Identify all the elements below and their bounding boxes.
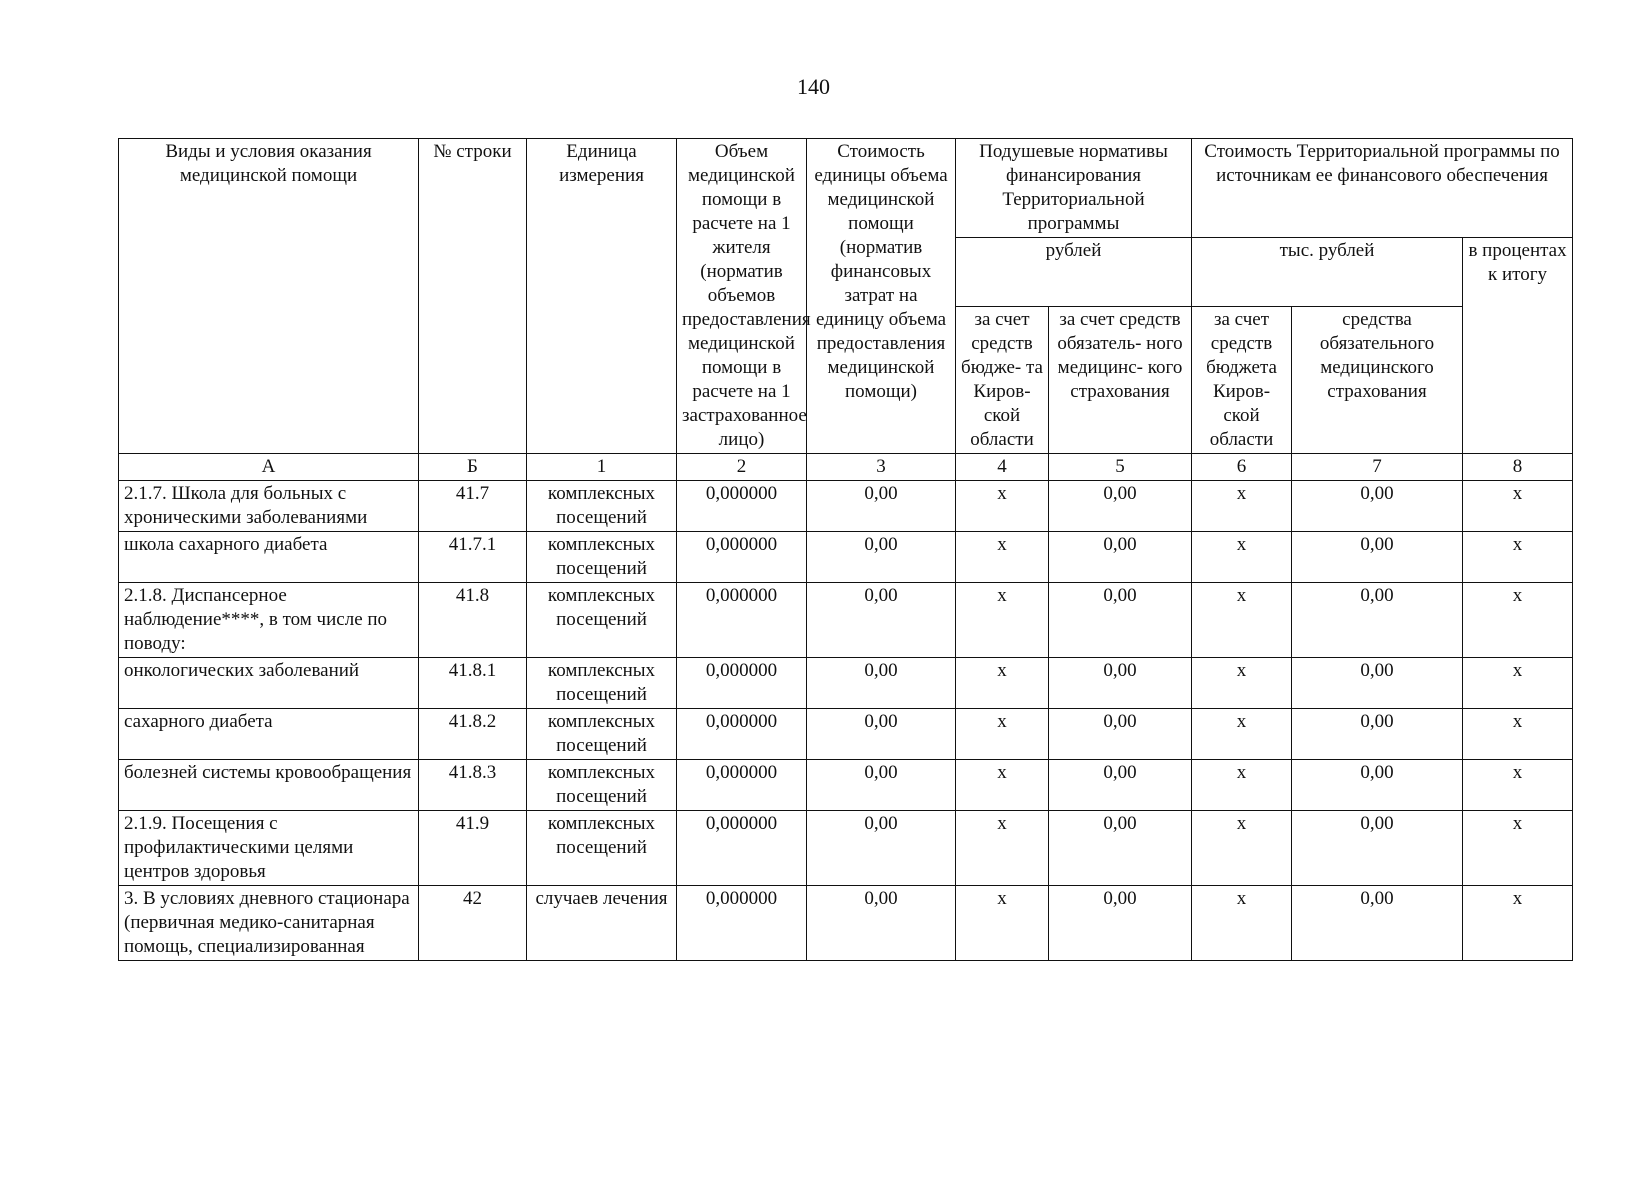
row-oms-rub: 0,00: [1049, 709, 1192, 760]
table-row: [119, 709, 1573, 760]
row-number: 41.8: [419, 583, 527, 658]
row-unit: комплексных посещений: [527, 481, 677, 532]
page-number: 140: [797, 74, 830, 99]
row-number: 41.7: [419, 481, 527, 532]
column-index: А: [119, 454, 419, 481]
column-index-row: [119, 454, 1573, 481]
financing-table: [118, 138, 1573, 961]
row-name: школа сахарного диабета: [119, 532, 419, 583]
col-header-percent: в процентах к итогу: [1463, 238, 1573, 454]
row-budget-thous: х: [1192, 532, 1292, 583]
row-oms-thous: 0,00: [1292, 583, 1463, 658]
row-oms-rub: 0,00: [1049, 658, 1192, 709]
row-name: 3. В условиях дневного стационара (первичная медико-санитарная помощь, специализированная: [119, 886, 419, 961]
row-number: 42: [419, 886, 527, 961]
row-volume: 0,000000: [677, 760, 807, 811]
row-oms-rub: 0,00: [1049, 811, 1192, 886]
row-oms-rub: 0,00: [1049, 532, 1192, 583]
row-oms-thous: 0,00: [1292, 709, 1463, 760]
column-index: 6: [1192, 454, 1292, 481]
row-cost: 0,00: [807, 532, 956, 583]
row-number: 41.8.1: [419, 658, 527, 709]
row-budget-rub: х: [956, 811, 1049, 886]
col-header-oms-5: за счет средств обязатель- ного медицинс- кого страхования: [1049, 307, 1192, 454]
row-cost: 0,00: [807, 886, 956, 961]
row-cost: 0,00: [807, 709, 956, 760]
row-volume: 0,000000: [677, 811, 807, 886]
row-name: 2.1.9. Посещения с профилактическими целями центров здоровья: [119, 811, 419, 886]
row-budget-thous: х: [1192, 658, 1292, 709]
row-volume: 0,000000: [677, 709, 807, 760]
row-number: 41.8.2: [419, 709, 527, 760]
row-percent: х: [1463, 811, 1573, 886]
row-budget-rub: х: [956, 658, 1049, 709]
row-volume: 0,000000: [677, 532, 807, 583]
row-volume: 0,000000: [677, 583, 807, 658]
table-row: [119, 481, 1573, 532]
row-budget-rub: х: [956, 709, 1049, 760]
table-row: [119, 658, 1573, 709]
column-index: 1: [527, 454, 677, 481]
row-percent: х: [1463, 886, 1573, 961]
row-budget-thous: х: [1192, 583, 1292, 658]
table-row: [119, 886, 1573, 961]
row-number: 41.8.3: [419, 760, 527, 811]
row-oms-rub: 0,00: [1049, 886, 1192, 961]
row-budget-thous: х: [1192, 709, 1292, 760]
row-budget-rub: х: [956, 583, 1049, 658]
row-cost: 0,00: [807, 583, 956, 658]
column-index: 8: [1463, 454, 1573, 481]
row-name: 2.1.8. Диспансерное наблюдение****, в том числе по поводу:: [119, 583, 419, 658]
col-header-rub: рублей: [956, 238, 1192, 307]
table-row: [119, 532, 1573, 583]
row-number: 41.9: [419, 811, 527, 886]
column-index: 4: [956, 454, 1049, 481]
row-name: сахарного диабета: [119, 709, 419, 760]
table-header: [119, 139, 1573, 481]
col-header-thous-rub: тыс. рублей: [1192, 238, 1463, 307]
row-oms-thous: 0,00: [1292, 886, 1463, 961]
row-name: онкологических заболеваний: [119, 658, 419, 709]
row-unit: комплексных посещений: [527, 532, 677, 583]
col-header-per-capita: Подушевые нормативы финансирования Территориальной программы: [956, 139, 1192, 238]
row-percent: х: [1463, 709, 1573, 760]
col-header-cost: Стоимость единицы объема медицинской помощи (норматив финансовых затрат на единицу объема предоставления медицинской помощи): [807, 139, 956, 454]
row-oms-rub: 0,00: [1049, 583, 1192, 658]
row-cost: 0,00: [807, 811, 956, 886]
col-header-budget-4: за счет средств бюдже- та Киров- ской области: [956, 307, 1049, 454]
row-percent: х: [1463, 532, 1573, 583]
row-oms-thous: 0,00: [1292, 760, 1463, 811]
row-oms-thous: 0,00: [1292, 481, 1463, 532]
col-header-unit: Единица измерения: [527, 139, 677, 454]
row-budget-thous: х: [1192, 811, 1292, 886]
row-volume: 0,000000: [677, 658, 807, 709]
col-header-kind: Виды и условия оказания медицинской помощи: [119, 139, 419, 454]
row-oms-rub: 0,00: [1049, 760, 1192, 811]
row-cost: 0,00: [807, 658, 956, 709]
row-budget-rub: х: [956, 481, 1049, 532]
row-oms-thous: 0,00: [1292, 532, 1463, 583]
col-header-volume: Объем медицинской помощи в расчете на 1 жителя (норматив объемов предоставления медицинской помощи в расчете на 1 застрахованное лицо): [677, 139, 807, 454]
row-unit: комплексных посещений: [527, 811, 677, 886]
col-header-row-no: № строки: [419, 139, 527, 454]
row-budget-rub: х: [956, 886, 1049, 961]
row-volume: 0,000000: [677, 886, 807, 961]
row-percent: х: [1463, 583, 1573, 658]
row-budget-rub: х: [956, 532, 1049, 583]
table-row: [119, 811, 1573, 886]
row-name: 2.1.7. Школа для больных с хроническими заболеваниями: [119, 481, 419, 532]
row-budget-thous: х: [1192, 886, 1292, 961]
row-unit: комплексных посещений: [527, 583, 677, 658]
row-volume: 0,000000: [677, 481, 807, 532]
row-oms-rub: 0,00: [1049, 481, 1192, 532]
row-cost: 0,00: [807, 481, 956, 532]
row-oms-thous: 0,00: [1292, 658, 1463, 709]
row-unit: комплексных посещений: [527, 709, 677, 760]
col-header-oms-7: средства обязательного медицинского страхования: [1292, 307, 1463, 454]
col-header-budget-6: за счет средств бюджета Киров- ской области: [1192, 307, 1292, 454]
row-unit: комплексных посещений: [527, 658, 677, 709]
row-budget-thous: х: [1192, 760, 1292, 811]
table-row: [119, 760, 1573, 811]
col-header-program-cost: Стоимость Территориальной программы по источникам ее финансового обеспечения: [1192, 139, 1573, 238]
column-index: 2: [677, 454, 807, 481]
row-oms-thous: 0,00: [1292, 811, 1463, 886]
row-percent: х: [1463, 481, 1573, 532]
column-index: 3: [807, 454, 956, 481]
row-unit: случаев лечения: [527, 886, 677, 961]
row-name: болезней системы кровообращения: [119, 760, 419, 811]
row-unit: комплексных посещений: [527, 760, 677, 811]
row-budget-rub: х: [956, 760, 1049, 811]
row-budget-thous: х: [1192, 481, 1292, 532]
table-body: [119, 481, 1573, 961]
column-index: 7: [1292, 454, 1463, 481]
table-row: [119, 583, 1573, 658]
row-percent: х: [1463, 658, 1573, 709]
row-percent: х: [1463, 760, 1573, 811]
column-index: Б: [419, 454, 527, 481]
column-index: 5: [1049, 454, 1192, 481]
row-number: 41.7.1: [419, 532, 527, 583]
row-cost: 0,00: [807, 760, 956, 811]
